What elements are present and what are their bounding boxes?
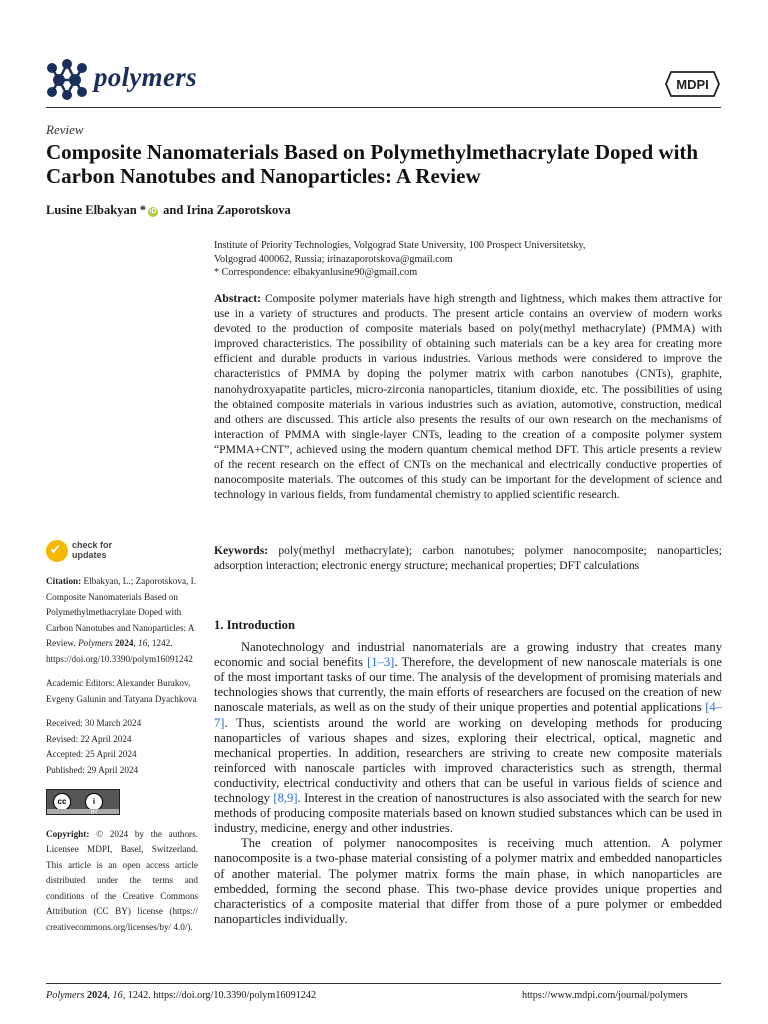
author-list xyxy=(46,203,291,218)
header-divider xyxy=(46,107,721,108)
citation-volume: 16 xyxy=(138,638,148,648)
date-accepted: Accepted: 25 April 2024 xyxy=(46,749,137,759)
journal-logo[interactable] xyxy=(44,58,264,102)
footer-journal-url[interactable]: https://www.mdpi.com/journal/polymers xyxy=(522,990,688,1001)
copyright-text: © 2024 by the authors. Licensee MDPI, Basel, Switzerland. This article is an open access article distributed under the terms and conditions of the Creative Commons Attribution (CC BY) license (https:// creativecommons.org/licenses/by/ 4.0/). xyxy=(46,828,198,932)
paragraph: The creation of polymer nanocomposites is receiving much attention. A polymer nanocomposite is a two-phase material consisting of a polymer matrix and embedded nanoparticles of another material. The polymer matrix forms the main phase, in which nanoparticles are embedded, forming the second phase. This two-phase device provides unique properties and characteristics of a composite material that differ from those of a pure polymer or embedded nanoparticles individually. xyxy=(214,836,722,926)
copyright-block xyxy=(46,827,198,936)
abstract-text: Composite polymer materials have high strength and lightness, which makes them attractive for use in a variety of structures and products. The present article contains an overview of modern works devoted to the production of composite materials based on poly(methyl methacrylate) (PMMA) with improved characteristics. The possibility of obtaining such materials can be a key area for creating more efficient and durable products in various industries. Various methods were considered to improve the characteristics of PMMA by doping the polymer matrix with carbon nanotubes (CNTs), graphite, nanohydroxyapatite particles, micro-zirconia nanoparticles, titanium dioxide, etc. The possibilities of using the obtained composite materials in various industries such as aviation, automotive, construction, medical and others are discussed. This article also presents the results of our own research on the mechanisms of interaction of PMMA with single-layer CNTs, leading to the creation of a composite polymer system “PMMA+CNT”, achieved using the modern quantum chemical method DFT. This article presents a review of the recent research on the effect of CNTs on the mechanical and electrically conductive properties of nanocomposite materials. The outcomes of this study can be important for the development of science and technology in various fields, from fundamental chemistry to applied scientific research. xyxy=(214,292,722,502)
citation-link[interactable]: [1–3] xyxy=(367,655,395,670)
check-for-updates-button[interactable] xyxy=(46,540,198,566)
footer-doi[interactable]: , 1242. https://doi.org/10.3390/polym16091242 xyxy=(122,990,317,1001)
date-published: Published: 29 April 2024 xyxy=(46,764,139,775)
citation-text: Elbakyan, L.; Zaporotskova, I. Composite Nanomaterials Based on Polymethylmethacrylate Doped with Carbon Nanotubes and Nanoparticles: A Review. xyxy=(46,576,197,648)
academic-editors: Academic Editors: Alexander Burakov, Evgeny Galunin and Tatyana Dyachkova xyxy=(46,678,197,704)
dates-block xyxy=(46,716,198,778)
section-heading: 1. Introduction xyxy=(214,618,295,632)
cc-strip-label: BY xyxy=(91,810,98,816)
paragraph xyxy=(214,640,722,836)
date-revised: Revised: 22 April 2024 xyxy=(46,733,132,744)
affiliation-line: Volgograd 400062, Russia; irinazaporotskova@gmail.com xyxy=(214,253,453,265)
citation-label: Citation: xyxy=(46,576,82,586)
citation-year: 2024 xyxy=(115,638,134,648)
article-title: Composite Nanomaterials Based on Polymethylmethacrylate Doped with Carbon Nanotubes and Nanoparticles: A Review xyxy=(46,140,699,188)
keywords xyxy=(214,543,722,573)
author-name[interactable]: Irina Zaporotskova xyxy=(186,203,291,217)
author-connector: and xyxy=(160,203,187,217)
copyright-label: Copyright: xyxy=(46,828,90,839)
citation-block: Citation: Elbakyan, L.; Zaporotskova, I. Composite Nanomaterials Based on Polymethylmethacrylate Doped with Carbon Nanotubes and Nanoparticles: A Review. Polymers 2024, 16, 1242. https://doi.org/10.3390/polym16091242 xyxy=(46,576,197,664)
check-line: check for xyxy=(72,540,113,550)
date-received: Received: 30 March 2024 xyxy=(46,718,142,728)
author-mark: * xyxy=(139,203,147,217)
keywords-label: Keywords: xyxy=(214,544,269,557)
publisher-logo[interactable] xyxy=(665,70,720,98)
cc-by-license-badge[interactable] xyxy=(46,789,120,815)
footer-citation: Polymers 2024, 16, 1242. https://doi.org/10.3390/polym16091242 xyxy=(46,990,317,1001)
text-run: . Therefore, the development of new nanoscale materials is one of the most important tasks of our time. The analysis of the development of promising materials and technologies shows that currently, the main efforts of researchers are focused on the creation of new nanoscale materials, as well as on the study of their unique properties and potential applications xyxy=(214,655,722,715)
publisher-name: MDPI xyxy=(676,77,709,92)
polymers-logo-icon xyxy=(44,58,90,100)
article-type: Review xyxy=(46,122,84,137)
abstract xyxy=(214,291,722,502)
introduction-section xyxy=(214,618,722,927)
footer-journal: Polymers xyxy=(46,990,85,1001)
check-updates-icon: ✔ xyxy=(46,540,68,562)
footer-divider xyxy=(46,983,721,984)
citation-link[interactable]: [4–7] xyxy=(214,700,722,730)
citation-link[interactable]: [8,9] xyxy=(273,791,298,806)
affiliations xyxy=(214,239,694,280)
correspondence: * Correspondence: elbakyanlusine90@gmail.com xyxy=(214,267,418,278)
text-run: Nanotechnology and industrial nanomaterials are a growing industry that creates many economic and social benefits xyxy=(214,640,722,670)
journal-name: polymers xyxy=(94,62,197,92)
abstract-label: Abstract: xyxy=(214,292,262,305)
citation-rest[interactable]: , 1242. https://doi.org/10.3390/polym16091242 xyxy=(46,638,193,664)
attribution-icon: i xyxy=(85,793,103,811)
text-run: . Thus, scientists around the world are working on developing methods for producing nanoparticles of various shapes and sizes, exploring their electrical, optical, magnetic and mechanical properties. In addition, researchers are striving to create new composite materials reinforced with nanoscale particles with improved characteristics such as strength, thermal conductivity, electrical conductivity and others that can be useful in various fields of science and technology xyxy=(214,715,722,806)
sidebar xyxy=(46,540,198,935)
check-line: updates xyxy=(72,550,107,560)
keywords-text: poly(methyl methacrylate); carbon nanotubes; polymer nanocomposite; nanoparticles; adsorption interaction; electronic energy structure; mechanical properties; DFT calculations xyxy=(214,544,722,573)
footer-year: 2024 xyxy=(87,990,108,1001)
author-name[interactable]: Lusine Elbakyan xyxy=(46,203,137,217)
affiliation-line: Institute of Priority Technologies, Volgograd State University, 100 Prospect Universitetsky, xyxy=(214,240,586,251)
footer-volume: 16 xyxy=(112,990,123,1001)
text-run: . Interest in the creation of nanostructures is also associated with the search for new methods of producing composite materials based on known studied substances which can be used in industry, medicine, energy and other industries. xyxy=(214,791,723,836)
orcid-icon[interactable]: iD xyxy=(149,208,157,215)
citation-journal: Polymers xyxy=(78,638,113,648)
cc-icon: cc xyxy=(53,793,71,811)
